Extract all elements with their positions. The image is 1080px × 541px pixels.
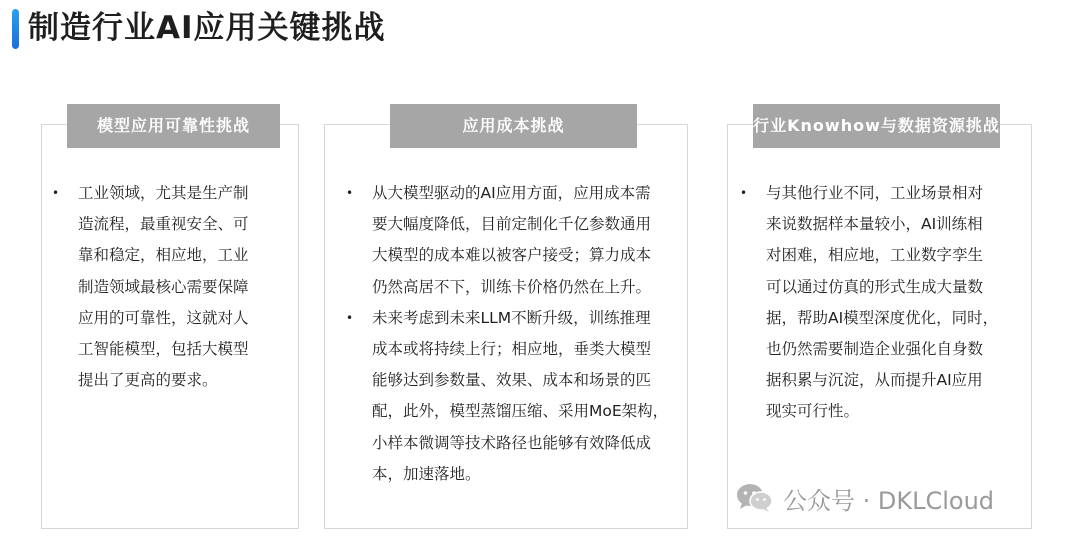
bullet-line: 也仍然需要制造企业强化自身数 — [766, 340, 984, 359]
card-body-knowhow-data — [740, 178, 1026, 428]
bullet-line: 据，帮助AI模型深度优化，同时， — [766, 308, 999, 327]
bullet-line: 要大幅度降低，目前定制化千亿参数通用 — [372, 215, 652, 234]
bullet-line: 来说数据样本量较小，AI训练相 — [766, 215, 983, 234]
bullet-line: 造流程，最重视安全、可 — [78, 215, 249, 234]
bullet-line: 工智能模型，包括大模型 — [78, 340, 249, 359]
watermark — [735, 478, 994, 518]
bullet-line: 小样本微调等技术路径也能够有效降低成 — [372, 433, 652, 452]
bullet-line: 现实可行性。 — [766, 402, 860, 421]
bullet-dot: • — [740, 186, 748, 200]
bullet-line: 未来考虑到未来LLM不断升级，训练推理 — [372, 308, 651, 327]
bullet-item — [52, 178, 292, 396]
bullet-line: 能够达到参数量、效果、成本和场景的匹 — [372, 371, 652, 390]
bullet-line: 仍然高居不下，训练卡价格仍然在上升。 — [372, 277, 652, 296]
bullet-line: 成本或将持续上行；相应地，垂类大模型 — [372, 340, 652, 359]
bullet-line: 与其他行业不同，工业场景相对 — [766, 184, 984, 202]
title-accent-bar — [12, 9, 19, 49]
bullet-line: 据积累与沉淀，从而提升AI应用 — [766, 371, 983, 390]
bullet-line: 工业领域，尤其是生产制 — [78, 184, 249, 202]
bullet-line: 大模型的成本难以被客户接受；算力成本 — [372, 246, 652, 265]
bullet-dot: • — [346, 186, 354, 200]
bullet-dot: • — [346, 310, 354, 325]
bullet-dot: • — [52, 186, 60, 200]
card-header-reliability: 模型应用可靠性挑战 — [67, 104, 280, 148]
card-body-reliability — [52, 178, 292, 396]
bullet-text — [372, 303, 684, 490]
bullet-text — [78, 178, 292, 396]
bullet-line: 靠和稳定，相应地，工业 — [78, 246, 249, 265]
card-body-cost — [346, 178, 684, 490]
bullet-text — [372, 178, 684, 303]
bullet-line: 对困难，相应地，工业数字孪生 — [766, 246, 984, 265]
bullet-line: 提出了更高的要求。 — [78, 371, 218, 390]
bullet-item — [740, 178, 1026, 428]
watermark-text: 公众号 · DKLCloud — [783, 486, 995, 515]
card-header-cost: 应用成本挑战 — [390, 104, 637, 148]
wechat-icon — [735, 482, 775, 514]
bullet-text — [766, 178, 1026, 428]
bullet-line: 从大模型驱动的AI应用方面，应用成本需 — [372, 184, 651, 202]
bullet-line: 制造领域最核心需要保障 — [78, 277, 249, 296]
page-title: 制造行业AI应用关键挑战 — [28, 10, 386, 46]
bullet-line: 配，此外，模型蒸馏压缩、采用MoE架构， — [372, 402, 669, 421]
bullet-line: 应用的可靠性，这就对人 — [78, 308, 249, 327]
card-header-knowhow-data: 行业Knowhow与数据资源挑战 — [753, 104, 1000, 148]
bullet-item — [346, 178, 684, 303]
bullet-item — [346, 303, 684, 490]
bullet-line: 本，加速落地。 — [372, 464, 481, 483]
bullet-line: 可以通过仿真的形式生成大量数 — [766, 277, 984, 296]
